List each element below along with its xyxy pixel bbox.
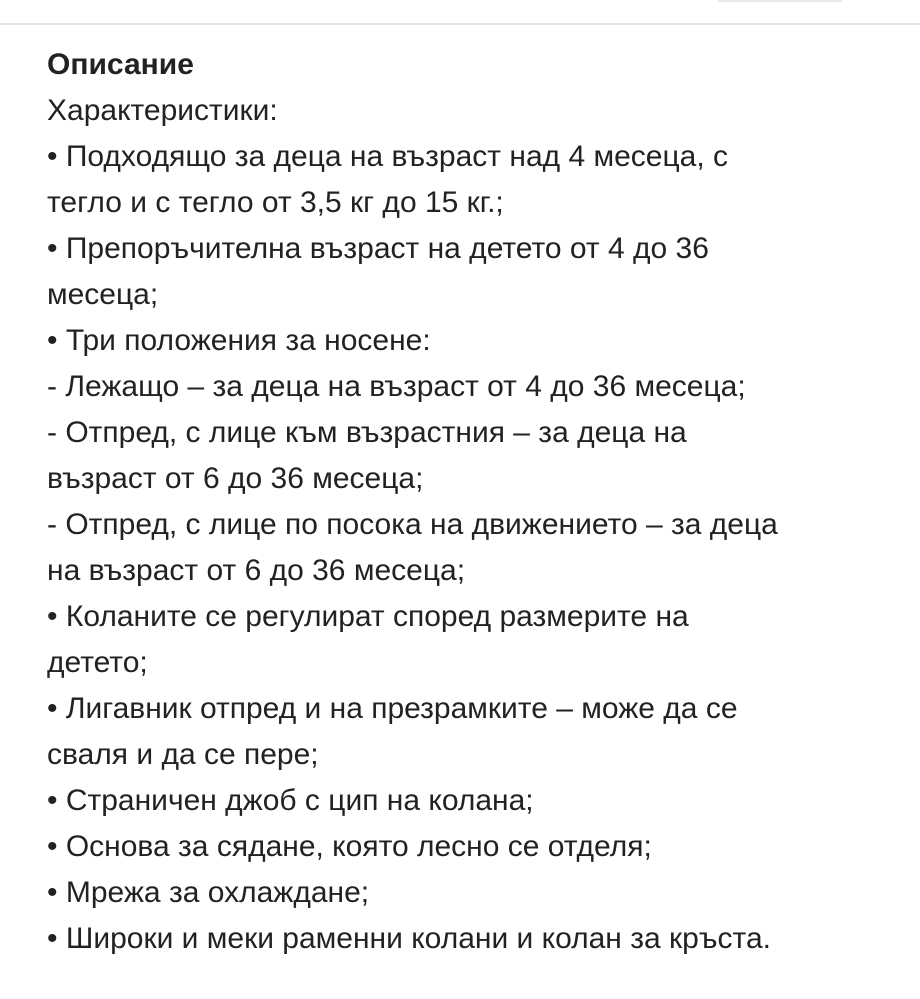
description-line: - Лежащо – за деца на възраст от 4 до 36 месеца;: [47, 370, 746, 403]
description-line: тегло и с тегло от 3,5 кг до 15 кг.;: [47, 186, 504, 219]
description-line: възраст от 6 до 36 месеца;: [47, 462, 424, 495]
description-line: • Мрежа за охлаждане;: [47, 876, 370, 909]
description-line: • Три положения за носене:: [47, 324, 431, 357]
description-line: сваля и да се пере;: [47, 738, 319, 771]
description-line: • Препоръчителна възраст на детето от 4 до 36: [47, 232, 709, 265]
top-divider: [0, 23, 920, 25]
description-line: • Лигавник отпред и на презрамките – може да се: [47, 692, 738, 725]
description-line: • Основа за сядане, която лесно се отделя;: [47, 830, 652, 863]
description-title: Описание: [47, 48, 194, 81]
description-line: - Отпред, с лице към възрастния – за деца на: [47, 416, 687, 449]
description-line: Характеристики:: [47, 94, 278, 127]
description-line: • Коланите се регулират според размерите на: [47, 600, 689, 633]
top-tab-edge: [718, 0, 842, 2]
description-line: детето;: [47, 646, 148, 679]
description-line: месеца;: [47, 278, 159, 311]
description-line: на възраст от 6 до 36 месеца;: [47, 554, 466, 587]
product-description: [47, 42, 907, 962]
description-line: • Страничен джоб с цип на колана;: [47, 784, 534, 817]
description-line: • Широки и меки раменни колани и колан за кръста.: [47, 922, 771, 955]
description-line: - Отпред, с лице по посока на движението – за деца: [47, 508, 778, 541]
description-line: • Подходящо за деца на възраст над 4 месеца, с: [47, 140, 729, 173]
